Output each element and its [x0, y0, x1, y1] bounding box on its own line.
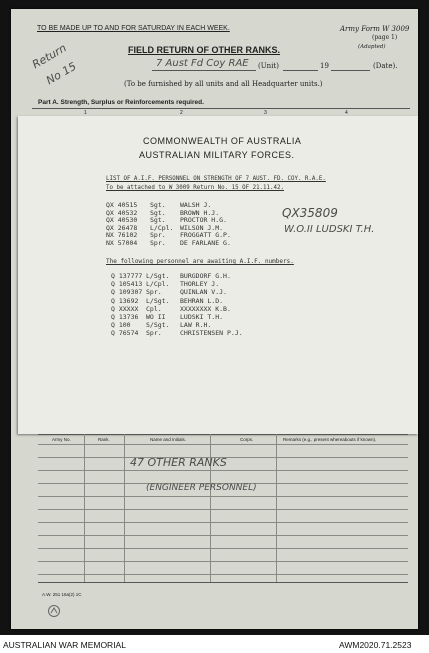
table-rule — [38, 561, 408, 562]
column-header: Army No. — [52, 437, 71, 442]
unit-value: 7 Aust Fd Coy RAE — [156, 58, 249, 69]
date-label: (Date). — [373, 62, 398, 70]
personnel-rank: L/Cpl. — [146, 280, 170, 289]
handwritten-total: 47 OTHER RANKS — [130, 456, 227, 469]
table-column-rule — [84, 434, 85, 582]
unit-rule — [152, 70, 256, 71]
personnel-no: QX 40532 — [106, 208, 138, 217]
personnel-name: XXXXXXXX K.B. — [180, 304, 231, 313]
personnel-name: FROGGATT G.P. — [180, 231, 231, 239]
stamp-mark — [47, 604, 61, 618]
personnel-rank: Spr. — [150, 231, 166, 239]
table-rule — [38, 574, 408, 575]
personnel-rank: Spr. — [146, 288, 162, 297]
list-title-line-2: To be attached to W 3009 Return No. 15 OF 21.11.42. — [106, 185, 284, 191]
personnel-no: Q 105413 — [111, 280, 143, 289]
form-code: A.W. 251 16a(2) 1C — [42, 592, 82, 597]
date-rule-1 — [283, 70, 318, 71]
table-bottom-rule — [38, 582, 408, 583]
personnel-rank: Cpl. — [146, 304, 162, 313]
personnel-name: CHRISTENSEN P.J. — [180, 329, 243, 338]
personnel-no: Q 76574 — [111, 329, 139, 338]
table-rule — [38, 444, 408, 445]
awaiting-numbers-note: The following personnel are awaiting A.I.F. numbers. — [106, 258, 294, 265]
personnel-rank: L/Sgt. — [146, 296, 170, 305]
column-number: 3 — [264, 110, 267, 116]
personnel-rank: S/Sgt. — [146, 321, 170, 330]
personnel-no: QX 40530 — [106, 216, 138, 224]
furnished-note: (To be furnished by all units and all Headquarter units.) — [124, 80, 323, 88]
personnel-no: Q XXXXX — [111, 304, 139, 313]
table-top-rule — [38, 434, 408, 435]
table-rule — [38, 535, 408, 536]
handwritten-number: QX35809 — [282, 206, 338, 220]
table-rule — [38, 548, 408, 549]
table-rule — [38, 509, 408, 510]
form-title: FIELD RETURN OF OTHER RANKS. — [128, 45, 280, 55]
table-rule — [38, 522, 408, 523]
personnel-name: BEHRAN L.D. — [180, 296, 224, 305]
personnel-rank: Spr. — [150, 238, 166, 247]
page-indicator: (page 1) — [372, 34, 398, 41]
personnel-no: Q 109307 — [111, 288, 143, 297]
adapted-note: (Adapted) — [358, 44, 386, 50]
table-column-rule — [124, 434, 125, 582]
table-rule — [38, 496, 408, 497]
personnel-name: LAW R.H. — [180, 321, 212, 330]
table-rule — [38, 470, 408, 471]
personnel-name: WALSH J. — [180, 201, 212, 209]
column-number: 1 — [84, 110, 87, 116]
personnel-rank: Sgt. — [150, 216, 166, 224]
part-a-label: Part A. Strength, Surplus or Reinforcements required. — [38, 99, 204, 106]
list-title-line-1: LIST OF A.I.F. PERSONNEL ON STRENGTH OF 7 AUST. FD. COY. R.A.E. — [106, 176, 326, 182]
column-header: Remarks (e.g., present whereabouts if known). — [283, 437, 377, 442]
personnel-no: NX 76102 — [106, 231, 138, 239]
personnel-rank: Spr. — [146, 329, 162, 338]
column-number: 2 — [180, 110, 183, 116]
personnel-name: BURGDORF G.H. — [180, 272, 231, 280]
personnel-name: BROWN H.J. — [180, 208, 220, 217]
personnel-rank: Sgt. — [150, 208, 166, 217]
personnel-rank: WO II — [146, 313, 166, 321]
personnel-no: NX 57004 — [106, 238, 138, 247]
handwritten-engineer-note: (ENGINEER PERSONNEL) — [146, 483, 257, 493]
column-header: Rank. — [98, 437, 110, 442]
personnel-name: QUINLAN V.J. — [180, 288, 227, 297]
personnel-rank: Sgt. — [150, 201, 166, 209]
personnel-name: WILSON J.M. — [180, 223, 224, 232]
footer-institution: AUSTRALIAN WAR MEMORIAL — [3, 640, 126, 650]
personnel-name: THORLEY J. — [180, 280, 220, 289]
personnel-no: Q 100 — [111, 321, 131, 330]
year-prefix: 19 — [320, 62, 329, 70]
return-note-line1: Return — [30, 41, 69, 72]
personnel-name: DE FARLANE G. — [180, 238, 231, 247]
footer-accession-number: AWM2020.71.2523 — [339, 640, 412, 650]
personnel-name: LUDSKI T.H. — [180, 313, 224, 321]
top-note: TO BE MADE UP TO AND FOR SATURDAY IN EACH WEEK. — [37, 25, 230, 32]
date-rule-2 — [331, 70, 370, 71]
attachment-heading-1: COMMONWEALTH OF AUSTRALIA — [143, 136, 302, 146]
personnel-no: Q 137777 — [111, 272, 143, 280]
personnel-no: Q 13736 — [111, 313, 139, 321]
personnel-no: QX 40515 — [106, 201, 138, 209]
personnel-rank: L/Cpl. — [150, 223, 174, 232]
personnel-name: PROCTOR H.G. — [180, 216, 227, 224]
personnel-no: Q 13692 — [111, 296, 139, 305]
personnel-no: QX 26478 — [106, 223, 138, 232]
unit-label: (Unit) — [258, 62, 279, 70]
table-column-rule — [276, 434, 277, 582]
army-form-number: Army Form W 3009 — [340, 25, 410, 33]
attachment-heading-2: AUSTRALIAN MILITARY FORCES. — [139, 150, 295, 160]
personnel-rank: L/Sgt. — [146, 272, 170, 280]
column-header: Name and Initials. — [150, 437, 187, 442]
column-header: Corps. — [240, 437, 254, 442]
return-note-line2: No 15 — [44, 59, 79, 88]
part-a-rule — [32, 108, 410, 109]
column-number: 4 — [345, 110, 348, 116]
handwritten-name: W.O.II LUDSKI T.H. — [284, 224, 375, 235]
